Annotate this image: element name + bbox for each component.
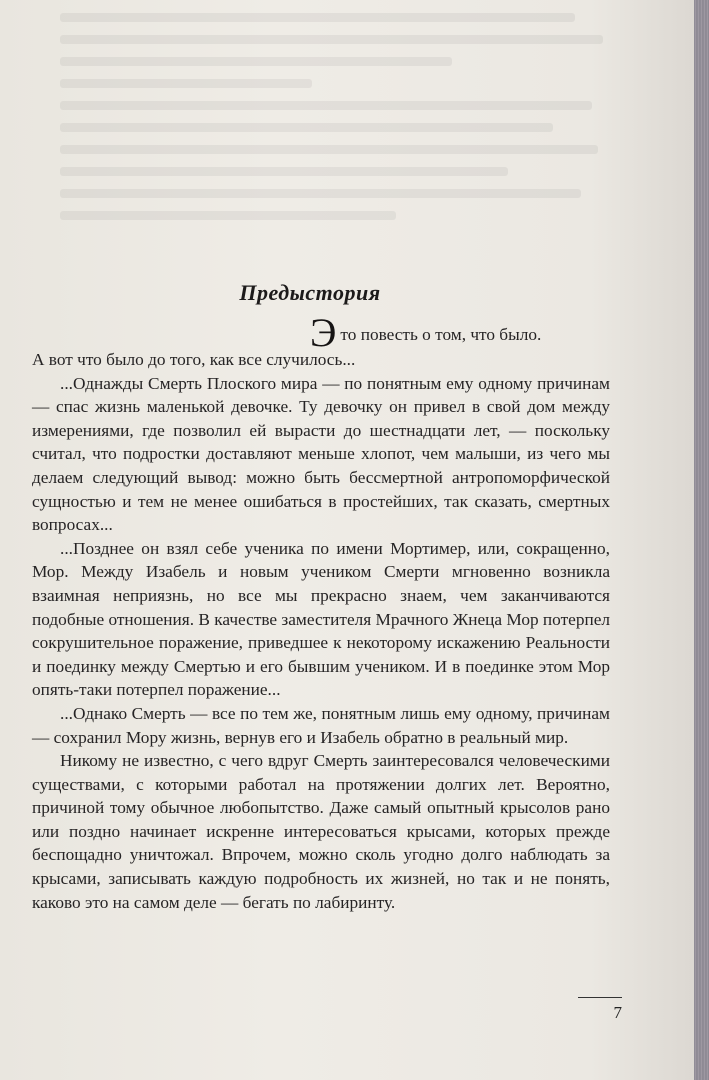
lead-line bbox=[32, 310, 610, 355]
paragraph-3: ...Однако Смерть — все по тем же, понятным лишь ему одному, причинам — сохранил Мору жизнь, вернув его и Изабель обратно в реальный мир. bbox=[32, 703, 610, 747]
paragraph-4: Никому не известно, с чего вдруг Смерть заинтересовался человеческими существами, с которыми работал на протяжении долгих лет. Вероятно, причиной тому обычное любопытство. Даже самый опытный крысолов рано или поздно начинает искренне интересоваться крысами, которых прежде беспощадно уничтожал. Впрочем, можно сколь угодно долго наблюдать за крысами, записывать каждую подробность их жизней, но так и не понять, каково это на самом деле — бегать по лабиринту. bbox=[32, 751, 610, 912]
lead-text: то повесть о том, что было. bbox=[340, 325, 542, 344]
page-number-rule bbox=[578, 997, 622, 998]
bleed-through-text bbox=[60, 0, 620, 300]
chapter-heading: Предыстория bbox=[239, 280, 381, 305]
chapter-body bbox=[32, 310, 610, 914]
page-number: 7 bbox=[613, 1003, 622, 1022]
paragraph-2: ...Позднее он взял себе ученика по имени Мортимер, или, сокращенно, Мор. Между Изабель и новым учеником Смерти мгновенно возникла взаимная неприязнь, но все мы прекрасно знаем, чем заканчиваются подобные отношения. В качестве заместителя Мрачного Жнеца Мор потерпел сокрушительное поражение, приведшее к некоторому искажению Реальности и поединку между Смертью и его бывшим учеником. И в поединке этом Мор опять-таки потерпел поражение... bbox=[32, 538, 610, 700]
page-stack-edge bbox=[694, 0, 709, 1080]
intro-line: А вот что было до того, как все случилось... bbox=[32, 350, 356, 369]
paragraph-1: ...Однажды Смерть Плоского мира — по понятным ему одному причинам — спас жизнь маленькой девочке. Ту девочку он привел в свой дом между измерениями, где позволил ей вырасти до шестнадцати лет, — поскольку считал, что подростки доставляют меньше хлопот, чем малыши, из чего мы делаем следующий вывод: можно быть бессмертной антропоморфической сущностью и тем не менее ошибаться в простейших, так сказать, смертных вопросах... bbox=[32, 373, 610, 535]
drop-cap: Э bbox=[310, 310, 337, 355]
